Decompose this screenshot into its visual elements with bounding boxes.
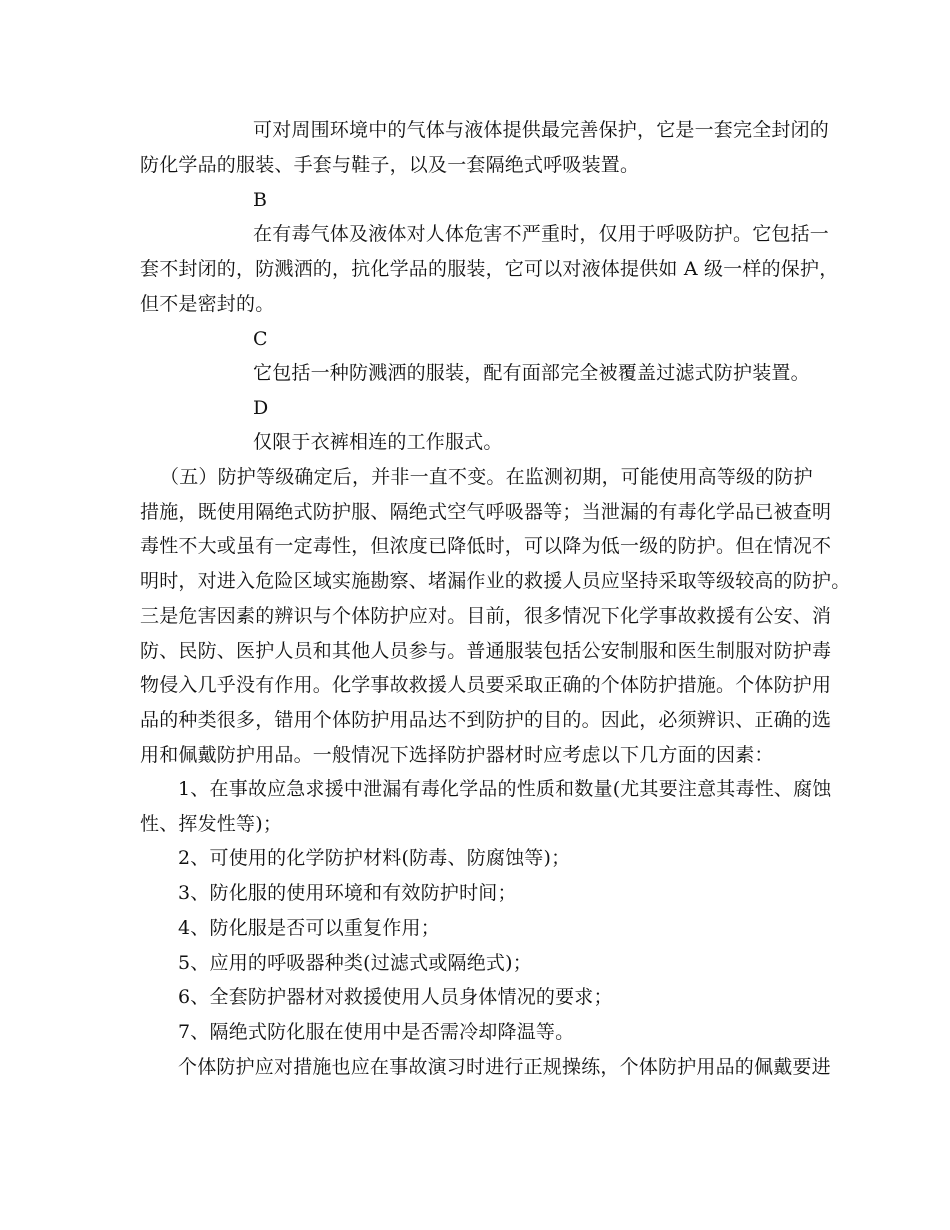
list-item-1: 1、在事故应急求援中泄漏有毒化学品的性质和数量(尤其要注意其毒性、腐蚀 [178,778,832,800]
list-item-7: 7、隔绝式防化服在使用中是否需冷却降温等。 [178,1021,575,1043]
text-line: 明时，对进入危险区域实施勘察、堵漏作业的救援人员应坚持采取等级较高的防护。 [140,570,851,592]
text-line: 仅限于衣裤相连的工作服式。 [253,431,503,453]
text-line: 在有毒气体及液体对人体危害不严重时，仅用于呼吸防护。它包括一 [253,223,830,245]
text-line: 品的种类很多，错用个体防护用品达不到防护的目的。因此，必须辨识、正确的选 [140,709,832,731]
text-line: 措施，既使用隔绝式防护服、隔绝式空气呼吸器等；当泄漏的有毒化学品已被查明 [140,501,832,523]
text-line: 套不封闭的，防溅洒的，抗化学品的服装，它可以对液体提供如 A 级一样的保护， [140,258,839,280]
text-line: 防化学品的服装、手套与鞋子，以及一套隔绝式呼吸装置。 [140,154,640,176]
text-line: 性、挥发性等)； [140,813,283,835]
list-item-4: 4、防化服是否可以重复作用； [178,917,440,939]
text-line: 物侵入几乎没有作用。化学事故救援人员要采取正确的个体防护措施。个体防护用 [140,674,832,696]
text-line: 个体防护应对措施也应在事故演习时进行正规操练，个体防护用品的佩戴要进 [178,1056,831,1078]
list-item-5: 5、应用的呼吸器种类(过滤式或隔绝式)； [178,952,532,974]
text-line: 可对周围环境中的气体与液体提供最完善保护，它是一套完全封闭的 [253,119,830,141]
list-item-3: 3、防化服的使用环境和有效防护时间； [178,882,517,904]
section-label-c: C [253,328,268,350]
text-line: 但不是密封的。 [140,293,275,315]
list-item-2: 2、可使用的化学防护材料(防毒、防腐蚀等)； [178,847,571,869]
text-line: 用和佩戴防护用品。一般情况下选择防护器材时应考虑以下几方面的因素： [140,744,774,766]
text-line: 三是危害因素的辨识与个体防护应对。目前，很多情况下化学事故救援有公安、消 [140,605,832,627]
list-item-6: 6、全套防护器材对救援使用人员身体情况的要求； [178,986,613,1008]
paragraph-heading-five: （五）防护等级确定后，并非一直不变。在监测初期，可能使用高等级的防护 [160,466,813,488]
text-line: 毒性不大或虽有一定毒性，但浓度已降低时，可以降为低一级的防护。但在情况不 [140,535,832,557]
text-line: 它包括一种防溅洒的服装，配有面部完全被覆盖过滤式防护装置。 [253,362,810,384]
section-label-b: B [253,189,268,211]
text-line: 防、民防、医护人员和其他人员参与。普通服装包括公安制服和医生制服对防护毒 [140,640,832,662]
section-label-d: D [253,397,269,419]
